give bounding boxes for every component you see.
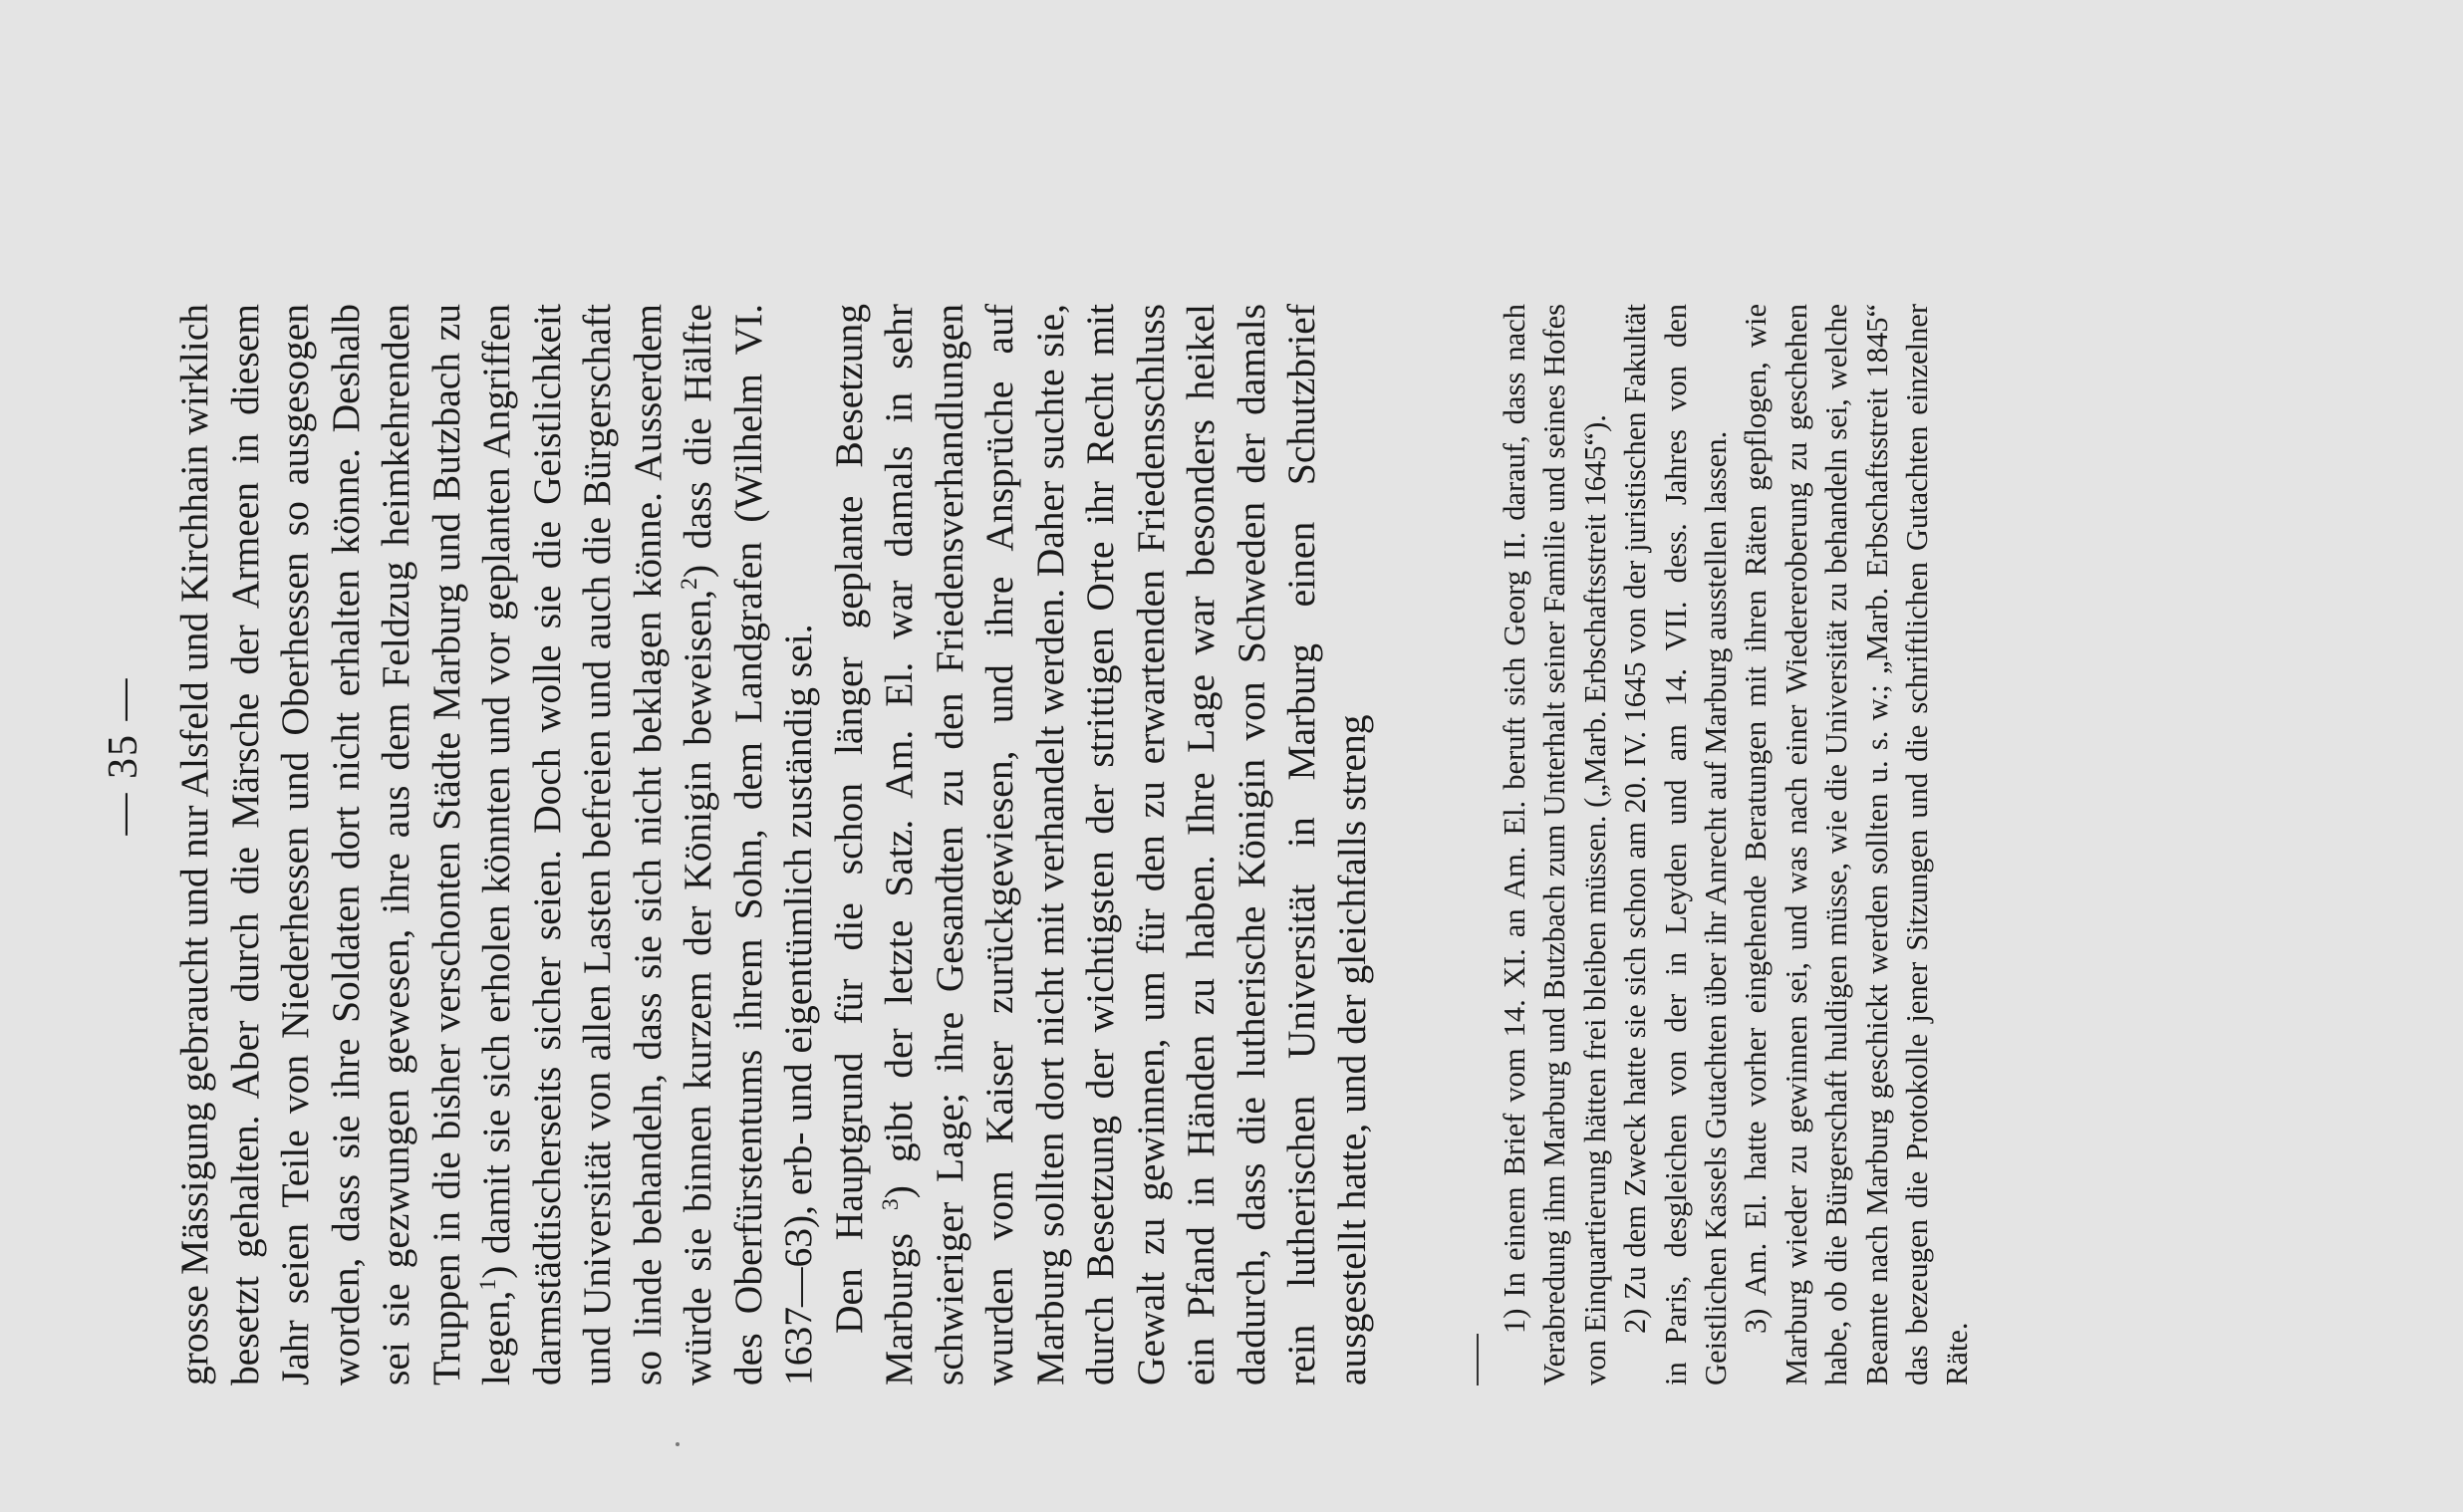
paragraph-1-text-b: ) damit sie sich erholen könnten und vor geplanten Angriffen darmstädtischerseits sicher seien. Doch wolle sie die Geistlichkeit und Universität von allen Lasten befreien und auch die Bürgerschaft so linde behandeln, dass sie sich nicht beklagen könne. Ausserdem würde sie binnen kurzem der Königin beweisen, xyxy=(474,304,719,1386)
paragraph-1-text-c: ) dass die Hälfte des Oberfürstentums ihrem Sohn, dem Landgrafen (Wilhelm VI. 1637—63), erb- und eigentümlich zuständig sei. xyxy=(676,304,820,1386)
footnote-2: 2) Zu dem Zweck hatte sie sich schon am 20. IV. 1645 von der juristischen Fakultät in Paris, desgleichen von der in Leyden und am 14. VII. dess. Jahres von den Geistlichen Kassels Gutachten über ihr Anrecht auf Marburg ausstellen lassen. xyxy=(1618,304,1734,1386)
book-page xyxy=(0,9,2463,1503)
main-text xyxy=(169,304,1377,1386)
footnote-ref-2: 2 xyxy=(676,578,702,590)
page-number: — 35 — xyxy=(101,676,146,836)
scan-speck xyxy=(676,1442,680,1446)
paragraph-2-text-b: ) gibt der letzte Satz. Am. El. war damals in sehr schwieriger Lage; ihre Gesandten zu den Friedensverhandlungen wurden vom Kaiser zurückgewiesen, und ihre Ansprüche auf Marburg sollten dort nicht mit verhandelt werden. Daher suchte sie, durch Besetzung der wichtigsten der strittigen Orte ihr Recht mit Gewalt zu gewinnen, um für den zu erwartenden Friedensschluss ein Pfand in Händen zu haben. Ihre Lage war besonders heikel dadurch, dass die lutherische Königin von Schweden der damals rein lutherischen Universität in Marburg einen Schutzbrief ausgestellt hatte, und der gleichfalls streng xyxy=(877,304,1374,1386)
footnotes xyxy=(1495,304,1978,1386)
paragraph-2 xyxy=(824,304,1378,1386)
footnote-3: 3) Am. El. hatte vorher eingehende Beratungen mit ihren Räten gepflogen, wie Marburg wieder zu gewinnen sei, und was nach einer Wiedereroberung zu geschehen habe, ob die Bürgerschaft huldigen müsse, wie die Universität zu behandeln sei, welche Beamte nach Marburg geschickt werden sollten u. s. w.; „Marb. Erbschaftsstreit 1845“ das bezeugen die Protokolle jener Sitzungen und die schriftlichen Gutachten einzelner Räte. xyxy=(1739,304,1975,1386)
paragraph-2-text-a: Den Hauptgrund für die schon länger geplante Besetzung Marburgs xyxy=(826,304,921,1386)
footnote-separator xyxy=(1477,1334,1479,1386)
footnote-ref-1: 1 xyxy=(474,1278,501,1291)
footnote-1: 1) In einem Brief vom 14. XI. an Am. El. beruft sich Georg II. darauf, dass nach Verabredung ihm Marburg und Butzbach zum Unterhalt seiner Familie und seines Hofes von Einquartierung hätten frei bleiben müssen. („Marb. Erbschaftsstreit 1645“). xyxy=(1498,304,1612,1386)
paragraph-1-text-a: grosse Mässigung gebraucht und nur Alsfeld und Kirchhain wirklich besetzt gehalten. Aber durch die Märsche der Armeen in diesem Jahr seien Teile von Niederhessen und Oberhessen so ausgesogen worden, dass sie ihre Soldaten dort nicht erhalten könne. Deshalb sei sie gezwungen gewesen, ihre aus dem Feldzug heimkehrenden Truppen in die bisher verschonten Städte Marburg und Butzbach zu legen, xyxy=(172,304,518,1386)
footnote-ref-3: 3 xyxy=(877,1198,904,1211)
paragraph-1 xyxy=(169,304,824,1386)
